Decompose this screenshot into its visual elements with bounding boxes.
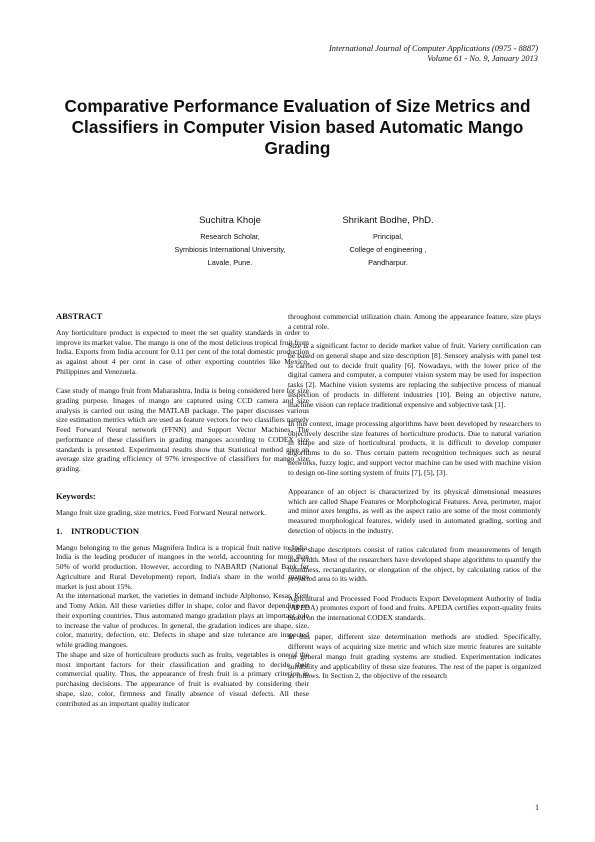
author-block-2 <box>318 214 458 269</box>
author-location: Pandharpur. <box>368 258 408 267</box>
author-institution: Symbiosis International University, <box>174 245 286 254</box>
keywords-text: Mango fruit size grading, size metrics, Feed Forward Neural network. <box>56 507 266 517</box>
body-paragraph: Some shape descriptors consist of ratios calculated from measurements of length and width. Most of the researchers have developed shape algorithms to quantify the roundness, rectangularity, or elongation of the object, by calculating ratios of the projected area to its width. <box>288 545 541 584</box>
paper-title: Comparative Performance Evaluation of Size Metrics and Classifiers in Computer Vision based Automatic Mango Grading <box>64 96 531 158</box>
author-block-1 <box>160 214 300 269</box>
introduction-heading <box>56 527 309 537</box>
right-column <box>288 312 541 691</box>
body-paragraph: In this context, image processing algorithms have been developed by researchers to objectively describe size features of horticulture products. Due to natural variation in shape and size of horticultural products, it is difficult to develop computer algorithms to do so. Thus certain pattern recognition techniques such as neural networks, fuzzy logic, and support vector machine can be used with machine vision to design on-line sorting system of fruits [7], [5], [3]. <box>288 418 541 477</box>
body-paragraph: throughout commercial utilization chain. Among the appearance feature, size plays a central role. <box>288 312 541 331</box>
keywords-heading: Keywords: <box>56 490 96 501</box>
author-location: Lavale, Pune. <box>207 258 253 267</box>
abstract-paragraph: Any horticulture product is expected to meet the set quality standards in order to improve its market value. The mango is one of the most delicious tropical fruit from India. Exports from India account for 0.11 per cent of the total domestic production as against about 4 per cent in case of other exporting countries like Mexico, Philippines and Venezuela. <box>56 327 309 376</box>
abstract-heading: ABSTRACT <box>56 311 103 321</box>
body-paragraph: Agricultural and Processed Food Products Export Development Authority of India (APEDA) promotes export of food and fruits. APEDA certifies export-quality fruits based on the international CODEX standards. <box>288 593 541 622</box>
author-name: Suchitra Khoje <box>199 215 261 226</box>
author-institution: College of engineering , <box>349 245 427 254</box>
author-position: Principal, <box>372 232 403 241</box>
intro-paragraph: At the international market, the varieties in demand include Alphonso, Kesar, Kent and Tomy Atkin. All these varieties differ in shape, color and flavor depending on their exporting countries. Thus automated mango gradation plays an important role to increase the value of produces. In general, the gradation indices are shape, size, color, maturity, defection, etc. Defects in shape and size tolerance are inspected while grading mangoes. <box>56 591 309 649</box>
abstract-paragraph: Case study of mango fruit from Maharashtra, India is being considered here for size grading purpose. Images of mango are captured using CCD camera and size analysis is carried out using the MATLAB package. The paper discusses various size estimation metrics which are used as feature vectors for two classifiers namely Feed Forward Neural network (FFNN) and Support Vector Machines. The performance of these classifiers in grading mangoes according to CODEX size standards is presented. Experimental results show that Statistical method give an average size grading efficiency of 97% irrespective of classifiers for mango size grading. <box>56 386 309 473</box>
author-position: Research Scholar, <box>200 232 260 241</box>
author-name: Shrikant Bodhe, PhD. <box>342 215 434 226</box>
journal-volume: Volume 61 - No. 9, January 2013 <box>427 54 538 64</box>
section-title: INTRODUCTION <box>71 525 140 536</box>
page-number: 1 <box>535 803 539 812</box>
body-paragraph: Appearance of an object is characterized by its physical dimensional measures which are called Shape Features or Morphological Features. Area, perimeter, major and minor axes lengths, as well as the aspect ratio are some of the most commonly measured morphological features, widely used in automated grading, sorting and detection of objects in the industry. <box>288 486 541 535</box>
left-column <box>56 312 309 708</box>
body-paragraph: Size is a significant factor to decide market value of fruit. Variety certification can be based on general shape and size description [8]. Sensory analysis with panel test is carried out to decide fruit quality [6]. Nowadays, with the lower price of the digital camera and computer, a computer vision system may be used for inspection tasks [2]. Machine vision systems are replacing the subjective process of manual inspection of products in different industries [10]. Being an objective nature, machine vision can replace traditional expensive and subjective task [1]. <box>288 341 541 409</box>
journal-name: International Journal of Computer Applications (0975 - 8887) <box>329 44 538 53</box>
section-number: 1. <box>56 525 63 536</box>
intro-paragraph: Mango belonging to the genus Magnifera Indica is a tropical fruit native to India. India is the leading producer of mangoes in the world, accounting for more than 50% of world production. However, according to NABARD (National Bank for Agriculture and Rural Development) report, India's share in the world mango market is just about 15%. <box>56 542 309 591</box>
body-paragraph: In this paper, different size determination methods are studied. Specifically, different ways of acquiring size metric and which size metric features are suitable for general mango fruit grading systems are studied. Experimentation indicates suitability and applicability of these size features. The rest of the paper is organized as follows. In Section 2, the objective of the research <box>288 632 541 681</box>
intro-paragraph: The shape and size of horticulture products such as fruits, vegetables is one of the most important factors for their classification and grading to decide their commercial quality. Thus, the appearance of fresh fruit is a primary criterion in purchasing decisions. The appearance of fruit is evaluated by considering their shape, size, color, firmness and finally absence of visual defects. All these contributed as an important quality indicator <box>56 649 309 708</box>
journal-header <box>329 44 538 65</box>
